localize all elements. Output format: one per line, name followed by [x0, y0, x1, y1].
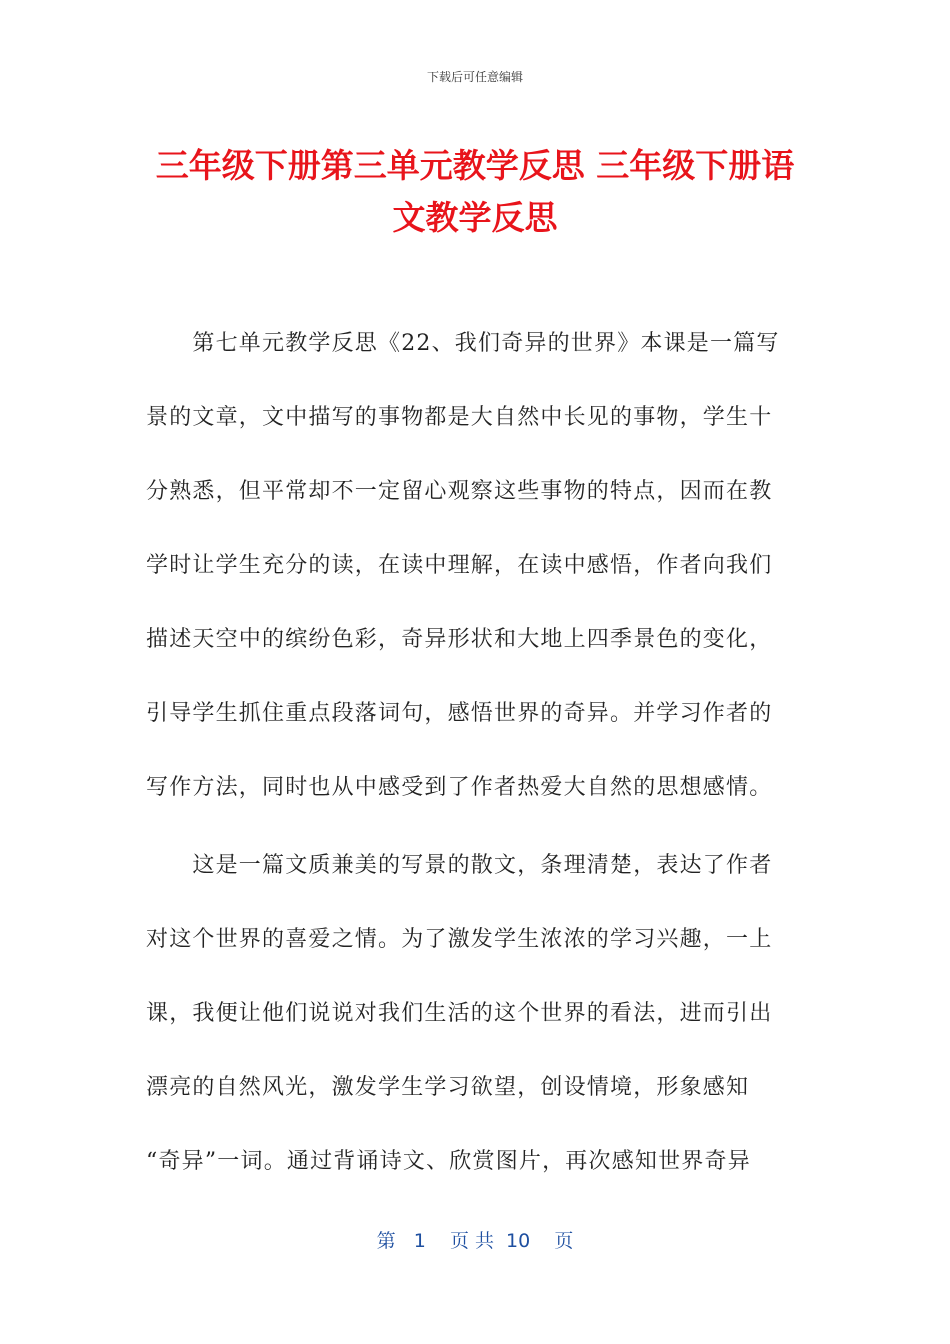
- text-line: 描述天空中的缤纷色彩，奇异形状和大地上四季景色的变化，: [146, 627, 773, 652]
- text-line: 第七单元教学反思《22、我们奇异的世界》本课是一篇写: [146, 331, 780, 356]
- text-line: 写作方法，同时也从中感受到了作者热爱大自然的思想感情。: [146, 775, 773, 800]
- text-line: 学时让学生充分的读，在读中理解，在读中感悟，作者向我们: [146, 553, 773, 578]
- body-paragraph: [146, 829, 796, 1199]
- text-line: 这是一篇文质兼美的写景的散文，条理清楚，表达了作者: [146, 853, 773, 878]
- page-number-footer: 第 1 页 共 10 页: [376, 1230, 574, 1252]
- header-note: 下载后可任意编辑: [426, 70, 523, 84]
- text-line: 引导学生抓住重点段落词句，感悟世界的奇异。并学习作者的: [146, 701, 773, 726]
- title-line: 文教学反思: [392, 198, 558, 237]
- title-line: 三年级下册第三单元教学反思 三年级下册语: [155, 146, 795, 185]
- text-line: 课，我便让他们说说对我们生活的这个世界的看法，进而引出: [146, 1001, 773, 1026]
- text-line: “奇异”一词。通过背诵诗文、欣赏图片，再次感知世界奇异: [146, 1149, 751, 1174]
- text-line: 景的文章，文中描写的事物都是大自然中长见的事物，学生十: [146, 405, 773, 430]
- text-line: 分熟悉，但平常却不一定留心观察这些事物的特点，因而在教: [146, 479, 773, 504]
- body-paragraph: [146, 307, 796, 825]
- text-line: 对这个世界的喜爱之情。为了激发学生浓浓的学习兴趣，一上: [146, 927, 773, 952]
- text-line: 漂亮的自然风光，激发学生学习欲望，创设情境，形象感知: [146, 1075, 750, 1100]
- document-title: [140, 140, 810, 244]
